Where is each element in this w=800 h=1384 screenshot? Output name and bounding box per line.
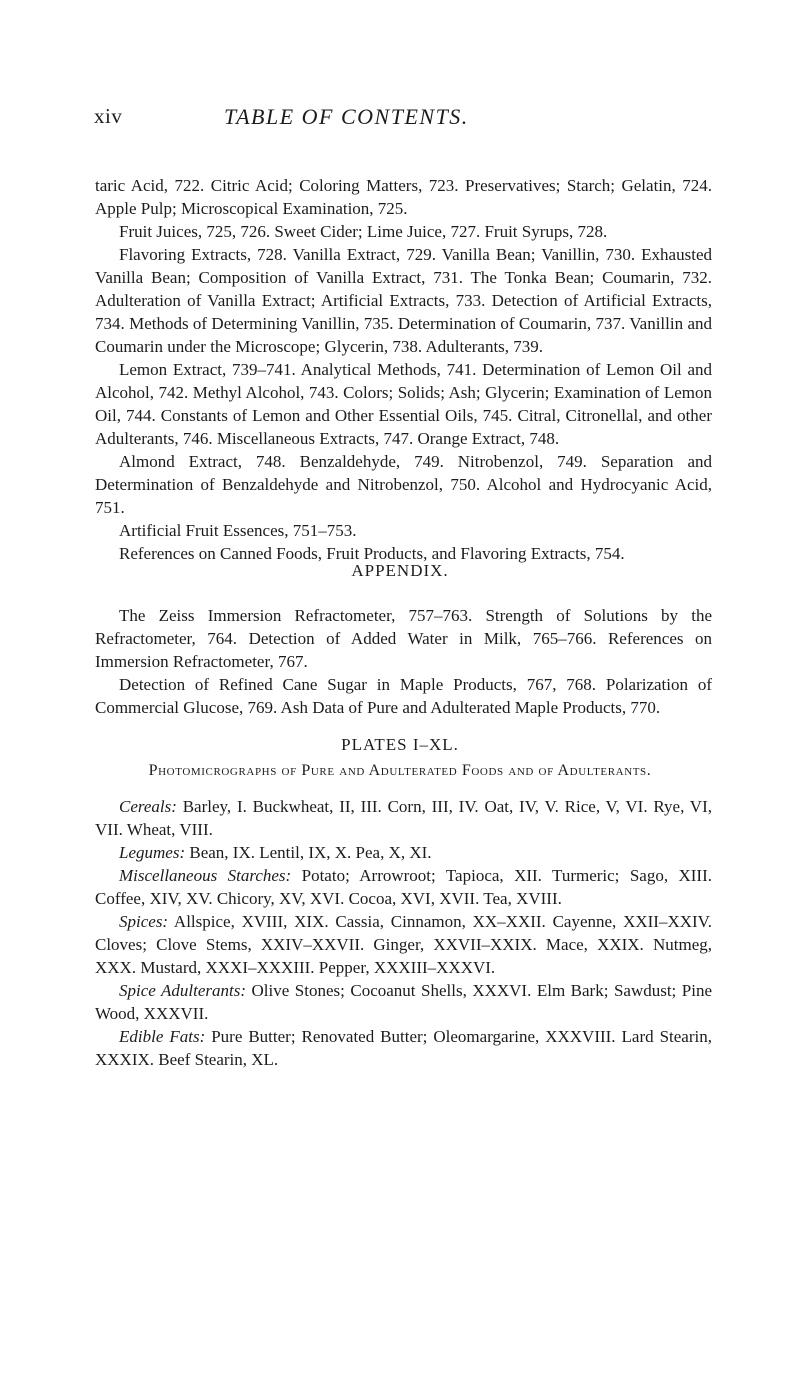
- contents-paragraph: Fruit Juices, 725, 726. Sweet Cider; Lime Juice, 727. Fruit Syrups, 728.: [119, 222, 608, 241]
- plates-entry-text: Potato; Arrowroot; Tapioca, XII. Turmeric; Sago, XIII. Coffee, XIV, XV. Chicory, XV, XVI. Cocoa, XVI, XVII. Tea, XVIII.: [95, 866, 713, 908]
- plates-entry-text: Barley, I. Buckwheat, II, III. Corn, III, IV. Oat, IV, V. Rice, V, VI. Rye, VI, VII. Wheat, VIII.: [95, 797, 712, 839]
- plates-entry-label: Cereals:: [119, 797, 177, 816]
- plates-entry: [95, 864, 712, 910]
- contents-paragraph: Lemon Extract, 739–741. Analytical Methods, 741. Determination of Lemon Oil and Alcohol, 742. Methyl Alcohol, 743. Colors; Solids; Ash; Glycerin; Examination of Lemon Oil, 744. Constants of Lemon and Other Essential Oils, 745. Citral, Citronellal, and other Adulterants, 746. Miscellaneous Extracts, 747. Orange Extract, 748.: [95, 360, 712, 448]
- plates-section: [95, 795, 712, 1071]
- plates-entry-text: Allspice, XVIII, XIX. Cassia, Cinnamon, XX–XXII. Cayenne, XXII–XXIV. Cloves; Clove Stems, XXIV–XXVII. Ginger, XXVII–XXIX. Mace, XXIX. Nutmeg, XXX. Mustard, XXXI–XXXIII. Pepper, XXXIII–XXXVI.: [95, 912, 712, 977]
- plates-entry-label: Spice Adulterants:: [119, 981, 247, 1000]
- plates-entry-label: Miscellaneous Starches:: [119, 866, 292, 885]
- contents-paragraph: References on Canned Foods, Fruit Products, and Flavoring Extracts, 754.: [119, 544, 625, 563]
- appendix-paragraph: Detection of Refined Cane Sugar in Maple Products, 767, 768. Polarization of Commercial Glucose, 769. Ash Data of Pure and Adulterated Maple Products, 770.: [95, 675, 712, 717]
- plates-entry: [95, 979, 712, 1025]
- plates-heading: PLATES I–XL.: [341, 735, 459, 754]
- plates-entry: [95, 1025, 712, 1071]
- plates-entry-text: Bean, IX. Lentil, IX, X. Pea, X, XI.: [185, 843, 432, 862]
- plates-entry-text: Olive Stones; Cocoanut Shells, XXXVI. Elm Bark; Sawdust; Pine Wood, XXXVII.: [95, 981, 713, 1023]
- plates-entry: [95, 910, 712, 979]
- contents-paragraph: Almond Extract, 748. Benzaldehyde, 749. Nitrobenzol, 749. Separation and Determination of Benzaldehyde and Nitrobenzol, 750. Alcohol and Hydrocyanic Acid, 751.: [95, 452, 712, 517]
- plates-entry-label: Spices:: [119, 912, 169, 931]
- plates-entry-label: Legumes:: [119, 843, 186, 862]
- appendix-paragraph: The Zeiss Immersion Refractometer, 757–763. Strength of Solutions by the Refractometer, 764. Detection of Added Water in Milk, 765–766. References on Immersion Refractometer, 767.: [95, 606, 712, 671]
- plates-entry: [95, 841, 712, 864]
- contents-paragraph: Artificial Fruit Essences, 751–753.: [119, 521, 357, 540]
- page-number: xiv: [94, 104, 123, 128]
- contents-paragraph: Flavoring Extracts, 728. Vanilla Extract, 729. Vanilla Bean; Vanillin, 730. Exhausted Vanilla Bean; Composition of Vanilla Extract, 731. The Tonka Bean; Coumarin, 732. Adulteration of Vanilla Extract; Artificial Extracts, 733. Detection of Artificial Extracts, 734. Methods of Determining Vanillin, 735. Determination of Coumarin, 737. Vanillin and Coumarin under the Microscope; Glycerin, 738. Adulterants, 739.: [95, 245, 712, 356]
- appendix-heading: APPENDIX.: [351, 561, 449, 580]
- running-title: TABLE OF CONTENTS.: [224, 104, 469, 129]
- plates-entry: [95, 795, 712, 841]
- contents-paragraph: taric Acid, 722. Citric Acid; Coloring Matters, 723. Preservatives; Starch; Gelatin, 724. Apple Pulp; Microscopical Examination, 725.: [95, 176, 712, 218]
- plates-entry-label: Edible Fats:: [119, 1027, 206, 1046]
- running-head: [0, 104, 800, 134]
- plates-subheading: Photomicrographs of Pure and Adulterated Foods and of Adulterants.: [148, 762, 652, 779]
- appendix-section: [95, 604, 712, 719]
- plates-entry-text: Pure Butter; Renovated Butter; Oleomargarine, XXXVIII. Lard Stearin, XXXIX. Beef Stearin, XL.: [95, 1027, 712, 1069]
- contents-section: [95, 174, 712, 565]
